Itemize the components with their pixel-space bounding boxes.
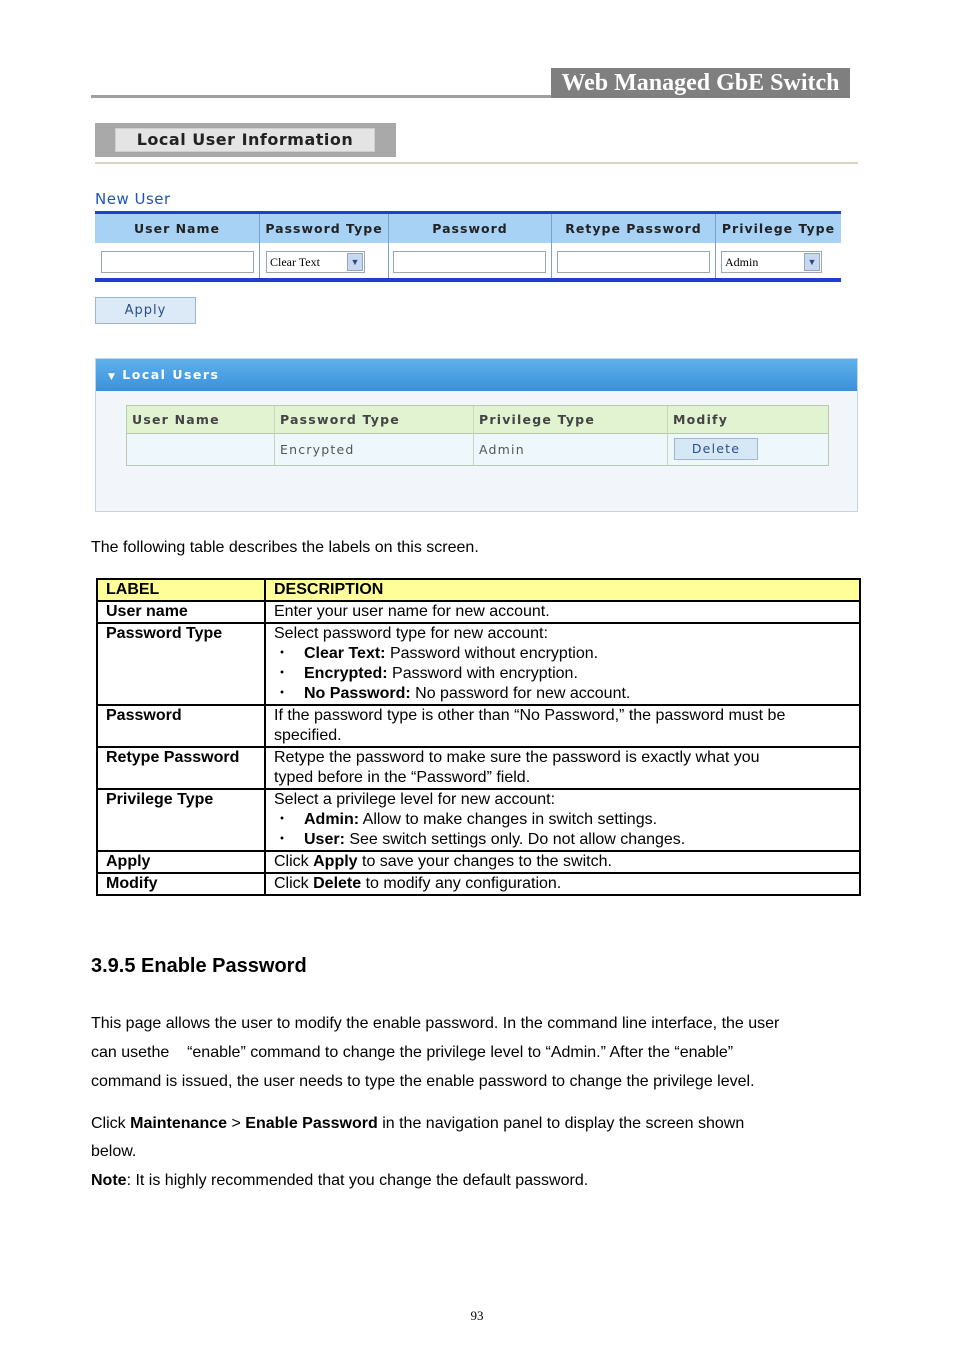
col-password: Password: [432, 221, 508, 236]
row-label: Apply: [97, 851, 265, 873]
bullet-icon: ・: [274, 665, 291, 682]
bullet-icon: ・: [274, 645, 291, 662]
row-description: [265, 747, 860, 789]
desc-bold: Apply: [313, 853, 358, 870]
paragraph-line: can usethe “enable” command to change the privilege level to “Admin.” After the “enable”: [91, 1044, 734, 1061]
bullet-item: [274, 810, 851, 830]
desc-text: Click: [274, 875, 314, 892]
desc-text: to modify any configuration.: [361, 875, 562, 892]
page-number: 93: [470, 1308, 484, 1323]
bullet-text: Allow to make changes in switch settings.: [359, 811, 658, 828]
new-user-label: New User: [95, 190, 171, 208]
bullet-term: No Password:: [304, 685, 411, 702]
desc-line: If the password type is other than “No Password,” the password must be: [274, 707, 786, 724]
bullet-item: [274, 830, 851, 850]
bullet-term: Clear Text:: [304, 645, 386, 662]
header-description: DESCRIPTION: [265, 579, 860, 601]
para-bold: Enable Password: [245, 1115, 378, 1132]
row-description: [265, 789, 860, 851]
desc-line: Select a privilege level for new account:: [274, 791, 556, 808]
row-label: Password Type: [97, 623, 265, 705]
row-description: [265, 623, 860, 705]
delete-button[interactable]: Delete: [674, 438, 758, 460]
bullet-text: Password without encryption.: [385, 645, 599, 662]
table-row: [97, 623, 860, 705]
desc-line: specified.: [274, 727, 342, 744]
col-divider: [551, 214, 552, 278]
password-type-value: Clear Text: [270, 255, 320, 269]
bullet-item: [274, 664, 851, 684]
bullet-icon: ・: [274, 811, 291, 828]
privilege-type-value: Admin: [725, 255, 759, 269]
table-row: [97, 851, 860, 873]
para-text: >: [227, 1115, 246, 1132]
bullet-term: User:: [304, 831, 345, 848]
table-row: [97, 789, 860, 851]
privilege-type-select[interactable]: [721, 251, 822, 273]
header-title: Web Managed GbE Switch: [551, 68, 850, 98]
col-divider: [667, 406, 668, 465]
table-row: [97, 601, 860, 623]
row-description: [265, 873, 860, 895]
paragraph-line: below.: [91, 1143, 137, 1160]
desc-bold: Delete: [313, 875, 362, 892]
col-privilege-type: Privilege Type: [721, 221, 836, 236]
col-password-type: Password Type: [265, 221, 383, 236]
row-label: Modify: [97, 873, 265, 895]
apply-button[interactable]: Apply: [95, 297, 196, 324]
col-divider: [388, 214, 389, 278]
section-divider: [95, 162, 858, 164]
para-text: Click: [91, 1115, 131, 1132]
note-text: [91, 1166, 588, 1195]
header-label: LABEL: [97, 579, 265, 601]
row-description: [265, 851, 860, 873]
local-users-label: Local Users: [122, 367, 220, 382]
desc-line: Retype the password to make sure the password is exactly what you: [274, 749, 760, 766]
row-description: [265, 705, 860, 747]
table-row: [127, 434, 828, 465]
lu-col-modify: Modify: [673, 412, 729, 427]
chevron-down-icon[interactable]: ▼: [804, 253, 820, 271]
lu-cell-privilege-type: Admin: [479, 442, 525, 457]
header-rule: [91, 95, 551, 98]
bullet-text: Password with encryption.: [387, 665, 578, 682]
user-name-input[interactable]: [101, 251, 254, 273]
local-users-title: [108, 359, 220, 393]
desc-text: Click: [274, 853, 314, 870]
note-label: Note: [91, 1172, 127, 1189]
password-type-select[interactable]: [266, 251, 365, 273]
lu-col-user-name: User Name: [132, 412, 220, 427]
local-user-info-title: Local User Information: [115, 128, 375, 152]
table-row: [97, 705, 860, 747]
bullet-item: [274, 644, 851, 664]
lu-col-privilege-type: Privilege Type: [479, 412, 596, 427]
bullet-icon: ・: [274, 685, 291, 702]
paragraph-line: command is issued, the user needs to type the enable password to change the privilege level.: [91, 1073, 755, 1090]
chevron-down-icon[interactable]: ▼: [347, 253, 363, 271]
note-body: : It is highly recommended that you change the default password.: [126, 1172, 589, 1189]
local-user-info-banner: [95, 123, 396, 157]
desc-line: typed before in the “Password” field.: [274, 769, 531, 786]
paragraph-line: [91, 1109, 744, 1138]
desc-line: [274, 852, 851, 872]
table-row: [97, 873, 860, 895]
row-description: [265, 601, 860, 623]
para-text: in the navigation panel to display the screen shown: [377, 1115, 745, 1132]
bullet-text: See switch settings only. Do not allow changes.: [344, 831, 686, 848]
bullet-term: Encrypted:: [304, 665, 388, 682]
table-header-row: [97, 579, 860, 601]
col-user-name: User Name: [134, 221, 220, 236]
bullet-icon: ・: [274, 831, 291, 848]
bullet-text: No password for new account.: [410, 685, 631, 702]
paragraph-line: This page allows the user to modify the enable password. In the command line interface, the user: [91, 1015, 780, 1032]
row-label: User name: [97, 601, 265, 623]
local-users-bar[interactable]: [96, 359, 857, 391]
triangle-down-icon: ▼: [108, 372, 117, 382]
local-users-table: [126, 405, 829, 466]
table-row: [97, 747, 860, 789]
new-user-form: [95, 211, 841, 282]
retype-password-input[interactable]: [557, 251, 710, 273]
bullet-term: Admin:: [304, 811, 360, 828]
col-divider: [274, 406, 275, 465]
intro-text: The following table describes the labels on this screen.: [91, 539, 479, 556]
row-label: Privilege Type: [97, 789, 265, 851]
row-label: Password: [97, 705, 265, 747]
local-users-header: [127, 406, 828, 434]
desc-line: Select password type for new account:: [274, 625, 548, 642]
password-input[interactable]: [393, 251, 546, 273]
bullet-item: [274, 684, 851, 704]
para-bold: Maintenance: [130, 1115, 228, 1132]
desc-line: Enter your user name for new account.: [274, 603, 550, 620]
col-divider: [715, 214, 716, 278]
desc-text: to save your changes to the switch.: [357, 853, 612, 870]
row-label: Retype Password: [97, 747, 265, 789]
lu-cell-password-type: Encrypted: [280, 442, 355, 457]
label-description-table: [96, 578, 861, 896]
lu-col-password-type: Password Type: [280, 412, 400, 427]
local-users-panel: [95, 358, 858, 512]
desc-line: [274, 874, 851, 894]
new-user-header: [95, 214, 841, 243]
col-divider: [259, 214, 260, 278]
col-divider: [473, 406, 474, 465]
section-heading: 3.9.5 Enable Password: [91, 955, 307, 977]
col-retype-password: Retype Password: [565, 221, 702, 236]
